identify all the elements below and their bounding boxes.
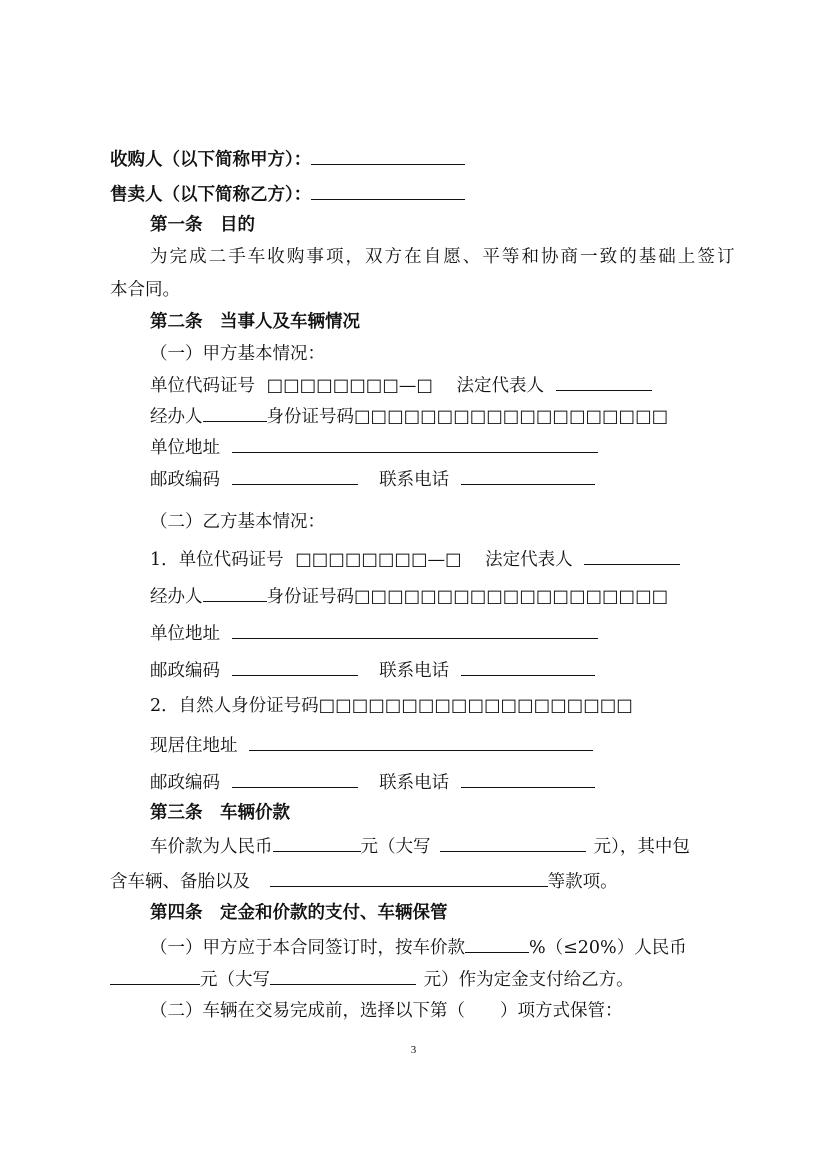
party-b-contact-line (150, 658, 595, 682)
buyer-label: 收购人（以下简称甲方）： (110, 150, 312, 170)
party-a-id-boxes[interactable]: □□□□□□□□□□□□□□□□□□□ (354, 407, 669, 427)
party-a-agent-line (150, 404, 668, 428)
party-a-postcode-label: 邮政编码 (150, 470, 220, 490)
party-a-address-blank[interactable] (232, 435, 598, 453)
party-a-address-label: 单位地址 (150, 438, 220, 458)
party-b-postcode-label: 邮政编码 (150, 661, 220, 681)
party-b-postcode-blank[interactable] (232, 658, 358, 676)
party-b-contact2-line (150, 770, 595, 794)
article3-line1 (150, 834, 690, 858)
items-blank[interactable] (270, 869, 548, 887)
party-b-phone-label: 联系电话 (379, 661, 450, 681)
party-b-residence-label: 现居住地址 (150, 736, 238, 756)
article3-line1-tail: 元），其中包 (593, 837, 690, 857)
article3-items-tail: 等款项。 (547, 872, 618, 892)
article4-line2 (110, 967, 634, 991)
party-b-postcode2-blank[interactable] (232, 770, 358, 788)
article1-title: 第一条 目的 (150, 215, 255, 235)
article4-deposit-tail: %（≤20%）人民币 (529, 938, 687, 958)
party-b-phone2-blank[interactable] (461, 770, 595, 788)
party-a-phone-label: 联系电话 (379, 470, 450, 490)
article4-line1 (150, 935, 687, 959)
party-a-legalrep-label: 法定代表人 (456, 376, 544, 396)
party-a-phone-blank[interactable] (461, 467, 595, 485)
party-b-residence-line (150, 733, 593, 757)
deposit-amount-blank[interactable] (110, 967, 200, 985)
party-b-phone-blank[interactable] (461, 658, 595, 676)
buyer-line (110, 147, 465, 171)
article4-deposit-label: （一）甲方应于本合同签订时，按车价款 (150, 938, 465, 958)
party-b-legalrep-blank[interactable] (584, 547, 680, 565)
party-b-natural-id-line (150, 695, 633, 717)
party-b-id-label: 身份证号码 (266, 587, 354, 607)
article3-items-label: 含车辆、备胎以及 (110, 872, 250, 892)
party-b-heading: （二）乙方基本情况： (150, 512, 325, 532)
party-a-orgcode-boxes[interactable]: □□□□□□□□—□ (266, 376, 433, 396)
seller-label: 售卖人（以下简称乙方）： (110, 185, 312, 205)
party-b-orgcode-boxes[interactable]: □□□□□□□□—□ (295, 550, 462, 570)
party-b-address-blank[interactable] (232, 621, 598, 639)
price-capital-blank[interactable] (440, 834, 586, 852)
article4-line3: （二）车辆在交易完成前，选择以下第（ ）项方式保管： (150, 1001, 623, 1021)
party-b-natural-id-boxes[interactable]: □□□□□□□□□□□□□□□□□□□ (318, 696, 633, 716)
article4-line2-tail: 元）作为定金支付给乙方。 (423, 970, 634, 990)
party-b-address-line (150, 621, 598, 645)
party-b-orgcode-line (150, 547, 680, 571)
article1-text-line1: 为完成二手车收购事项，双方在自愿、平等和协商一致的基础上签订 (150, 247, 737, 267)
party-b-orgcode-label: 1．单位代码证号 (150, 550, 284, 570)
price-number-blank[interactable] (273, 834, 361, 852)
article1-text-line2: 本合同。 (110, 280, 180, 300)
article3-title: 第三条 车辆价款 (150, 803, 290, 823)
party-b-natural-id-label: 2．自然人身份证号码 (150, 696, 319, 716)
article4-title: 第四条 定金和价款的支付、车辆保管 (150, 903, 448, 923)
party-b-residence-blank[interactable] (249, 733, 593, 751)
article4-capital-label: 元（大写 (200, 970, 270, 990)
party-a-agent-label: 经办人 (150, 407, 203, 427)
article3-price-label: 车价款为人民币 (150, 837, 273, 857)
deposit-percent-blank[interactable] (465, 935, 529, 953)
party-a-heading: （一）甲方基本情况： (150, 344, 325, 364)
deposit-capital-blank[interactable] (270, 967, 416, 985)
party-a-address-line (150, 435, 598, 459)
party-b-phone2-label: 联系电话 (379, 773, 450, 793)
party-b-id-boxes[interactable]: □□□□□□□□□□□□□□□□□□□ (354, 587, 669, 607)
party-b-agent-line (150, 584, 668, 608)
party-b-agent-blank[interactable] (203, 584, 267, 602)
article3-capital-label: 元（大写 (360, 837, 431, 857)
seller-name-blank[interactable] (311, 182, 465, 200)
article2-title: 第二条 当事人及车辆情况 (150, 312, 360, 332)
party-b-agent-label: 经办人 (150, 587, 203, 607)
party-a-id-label: 身份证号码 (266, 407, 354, 427)
party-a-contact-line (150, 467, 595, 491)
party-b-postcode2-label: 邮政编码 (150, 773, 220, 793)
page-number: 3 (410, 1044, 417, 1056)
party-a-orgcode-label: 单位代码证号 (150, 376, 255, 396)
party-b-legalrep-label: 法定代表人 (485, 550, 573, 570)
party-a-legalrep-blank[interactable] (556, 373, 652, 391)
party-a-agent-blank[interactable] (203, 404, 267, 422)
party-b-address-label: 单位地址 (150, 624, 220, 644)
article3-line2 (110, 869, 618, 893)
party-a-postcode-blank[interactable] (232, 467, 358, 485)
seller-line (110, 182, 465, 206)
buyer-name-blank[interactable] (311, 147, 465, 165)
party-a-orgcode-line (150, 373, 652, 397)
